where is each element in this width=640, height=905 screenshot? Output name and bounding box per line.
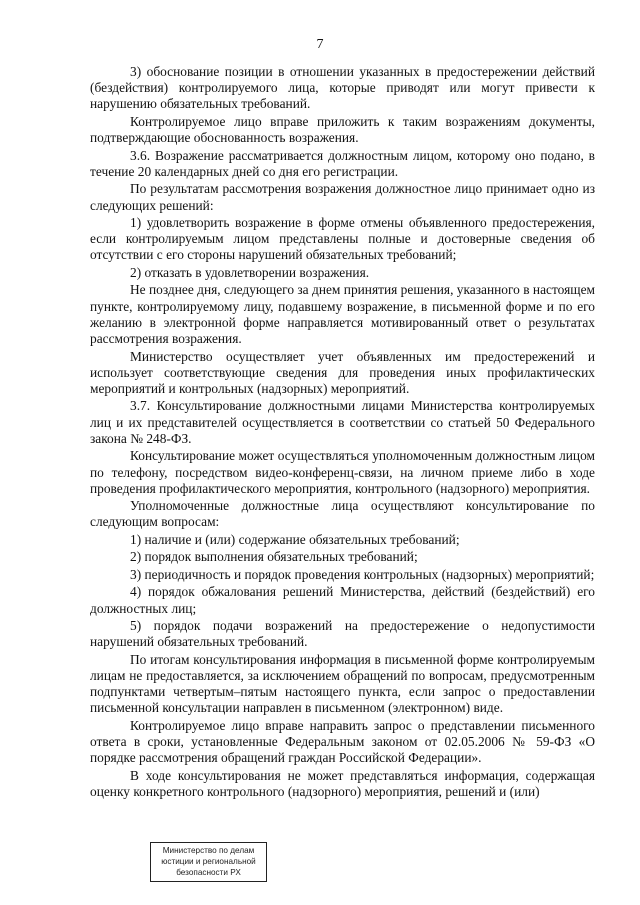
registration-stamp — [150, 842, 267, 882]
list-item-3: 3) периодичность и порядок проведения контрольных (надзорных) мероприятий; — [130, 566, 595, 582]
paragraph-decision-refuse: 2) отказать в удовлетворении возражения. — [130, 264, 370, 280]
paragraph-written-request: Контролируемое лицо вправе направить запрос о представлении письменного ответа в сроки, установленные Федеральным законом от 02.05.2006 № 59-ФЗ «О порядке рассмотрения обращений граждан Российской Федерации». — [90, 717, 595, 766]
paragraph-consulting-questions-intro: Уполномоченные должностные лица осуществляют консультирование по следующим вопросам: — [90, 498, 595, 530]
list-item-5: 5) порядок подачи возражений на предостережение о недопустимости нарушений обязательных требований. — [90, 618, 595, 650]
paragraph-3-6: 3.6. Возражение рассматривается должностным лицом, которому оно подано, в течение 20 календарных дней со дня его регистрации. — [90, 147, 595, 179]
paragraph-response-deadline: Не позднее дня, следующего за днем принятия решения, указанного в настоящем пункте, контролируемому лицу, подавшему возражение, в письменной форме и по его желанию в электронной форме направляется мотивированный ответ о результатах рассмотрения возражения. — [90, 282, 595, 347]
stamp-line: юстиции и региональной — [161, 857, 256, 866]
paragraph-written-info: По итогам консультирования информация в письменной форме контролируемым лицам не предоставляется, за исключением обращений по вопросам, предусмотренным подпунктами четвертым–пятым настоящего пункта, если запрос о предоставлении письменной консультации направлен в письменном (электронном) виде. — [90, 651, 595, 716]
stamp-line: безопасности РХ — [176, 868, 241, 877]
paragraph-consulting-limits: В ходе консультирования не может представляться информация, содержащая оценку конкретного контрольного (надзорного) мероприятия, решений и (или) — [90, 767, 595, 800]
paragraph-attach-documents: Контролируемое лицо вправе приложить к таким возражениям документы, подтверждающие обоснованность возражения. — [90, 113, 595, 146]
paragraph-ministry-accounting: Министерство осуществляет учет объявленных им предостережений и использует соответствующие сведения для проведения иных профилактических мероприятий и контрольных (надзорных) мероприятий. — [90, 348, 595, 396]
stamp-line: Министерство по делам — [162, 846, 255, 855]
document-body — [90, 64, 595, 802]
list-item-2: 2) порядок выполнения обязательных требований; — [130, 549, 418, 565]
paragraph-decisions-intro: По результатам рассмотрения возражения должностное лицо принимает одно из следующих решений: — [90, 181, 595, 213]
paragraph-consulting-methods: Консультирование может осуществляться уполномоченным должностным лицом по телефону, посредством видео-конференц-связи, на личном приеме либо в ходе проведения профилактического мероприятия, контрольного (надзорного) мероприятия. — [90, 448, 595, 496]
paragraph-3-7: 3.7. Консультирование должностными лицами Министерства контролируемых лиц и их представителей осуществляется в соответствии со статьей 50 Федерального закона № 248-ФЗ. — [90, 398, 595, 446]
page-number: 7 — [316, 37, 324, 52]
paragraph-decision-satisfy: 1) удовлетворить возражение в форме отмены объявленного предостережения, если контролируемым лицом представлены полные и достоверные сведения об отсутствии с его стороны нарушений обязательных требований; — [90, 215, 595, 263]
paragraph-item-3-justification: 3) обоснование позиции в отношении указанных в предостережении действий (бездействия) контролируемого лица, которые приводят или могут привести к нарушению обязательных требований. — [90, 64, 595, 112]
list-item-4: 4) порядок обжалования решений Министерства, действий (бездействий) его должностных лиц; — [90, 584, 595, 616]
list-item-1: 1) наличие и (или) содержание обязательных требований; — [130, 531, 460, 547]
